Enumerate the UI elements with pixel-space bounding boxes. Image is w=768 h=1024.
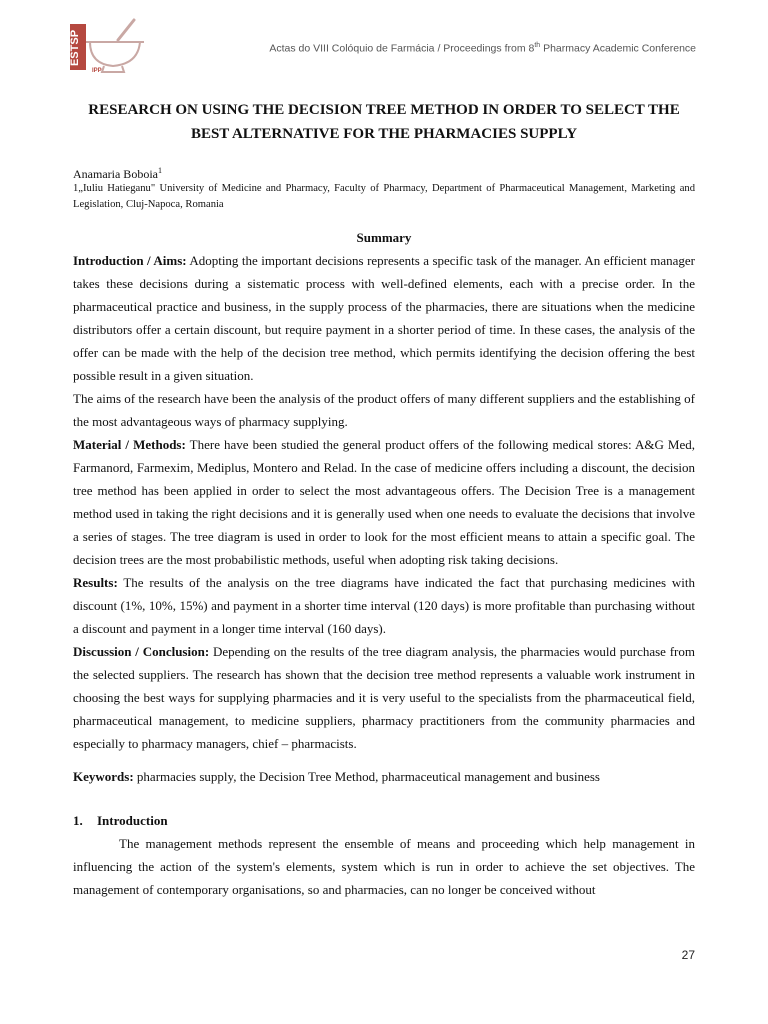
paper-title [73, 98, 695, 146]
conference-logo [68, 14, 158, 74]
title-line-2: BEST ALTERNATIVE FOR THE PHARMACIES SUPPLY [190, 126, 578, 142]
section-heading-introduction: 1. Introduction [73, 813, 168, 828]
results-paragraph: Results: The results of the analysis on the tree diagrams have indicated the fact that purchasing medicines with discount (1%, 10%, 15%) and payment in a shorter time interval (120 days) is more profitable than purchasing without a discount and payment in a longer time interval (160 days). [73, 575, 695, 636]
author: Anamaria Boboia$^1$ [73, 166, 162, 181]
paper-body [73, 249, 695, 901]
running-header: Actas do VIII Colóquio de Farmácia / Proceedings from 8th Pharmacy Academic Conference [269, 42, 696, 55]
aims-paragraph: The aims of the research have been the analysis of the product offers of many different suppliers and the establishing of the most advantageous ways of pharmacy supplying. [73, 391, 695, 429]
methods-paragraph: Material / Methods: There have been studied the general product offers of the following medical stores: A&G Med, Farmanord, Farmexim, Mediplus, Montero and Relad. In the case of medicine offers including a discount, the decision tree method has been applied in order to select the most advantageous offers. The Decision Tree is a management method used in taking the right decisions and it is generally used when one needs to evaluate the decisions that involve a series of stages. The tree diagram is used in order to look for the most efficient means to attain a specific goal. The decision trees are the most probabilistic methods, useful when adopting risk taking decisions. [73, 437, 695, 567]
svg-text:ESTSP: ESTSP [69, 29, 81, 67]
title-line-1: RESEARCH ON USING THE DECISION TREE METHOD IN ORDER TO SELECT THE [88, 102, 680, 118]
page-number: 27 [681, 948, 695, 962]
summary-heading: Summary [356, 230, 412, 245]
affiliation: 1„Iuliu Hatieganu" University of Medicine and Pharmacy, Faculty of Pharmacy, Department of Pharmaceutical Management, Marketing and Legislation, Cluj-Napoca, Romania [73, 183, 695, 210]
keywords: Keywords: pharmacies supply, the Decision Tree Method, pharmaceutical management and business [73, 769, 600, 784]
discussion-paragraph: Discussion / Conclusion: Depending on the results of the tree diagram analysis, the pharmacies would purchase from the selected suppliers. The research has shown that the decision tree method represents a valuable work instrument in choosing the best ways for supplying pharmacies and it is very useful to the specialists from the pharmaceutical field, pharmaceutical management, to medicine suppliers, pharmacy practitioners from the community pharmacies and especially to pharmacy managers, chief – pharmacists. [73, 644, 695, 751]
intro-paragraph: Introduction / Aims: Adopting the important decisions represents a specific task of the manager. An efficient manager takes these decisions during a sistematic process with well-defined elements, each with a precise order. In the pharmaceutical practice and business, in the supply process of the pharmacies, there are situations when the medicine distributors offer a certain discount, but require payment in a shorter period of time. In these cases, the analysis of the offer can be made with the help of the decision tree method, which permits identifying the decision offering the best possible result in a given situation. [73, 253, 695, 383]
introduction-paragraph: The management methods represent the ensemble of means and proceeding which help management in influencing the action of the system's elements, system which is run in order to achieve the set objectives. The management of contemporary organisations, so and pharmacies, can no longer be conceived without [73, 836, 695, 897]
svg-text:IPP: IPP [92, 68, 102, 74]
